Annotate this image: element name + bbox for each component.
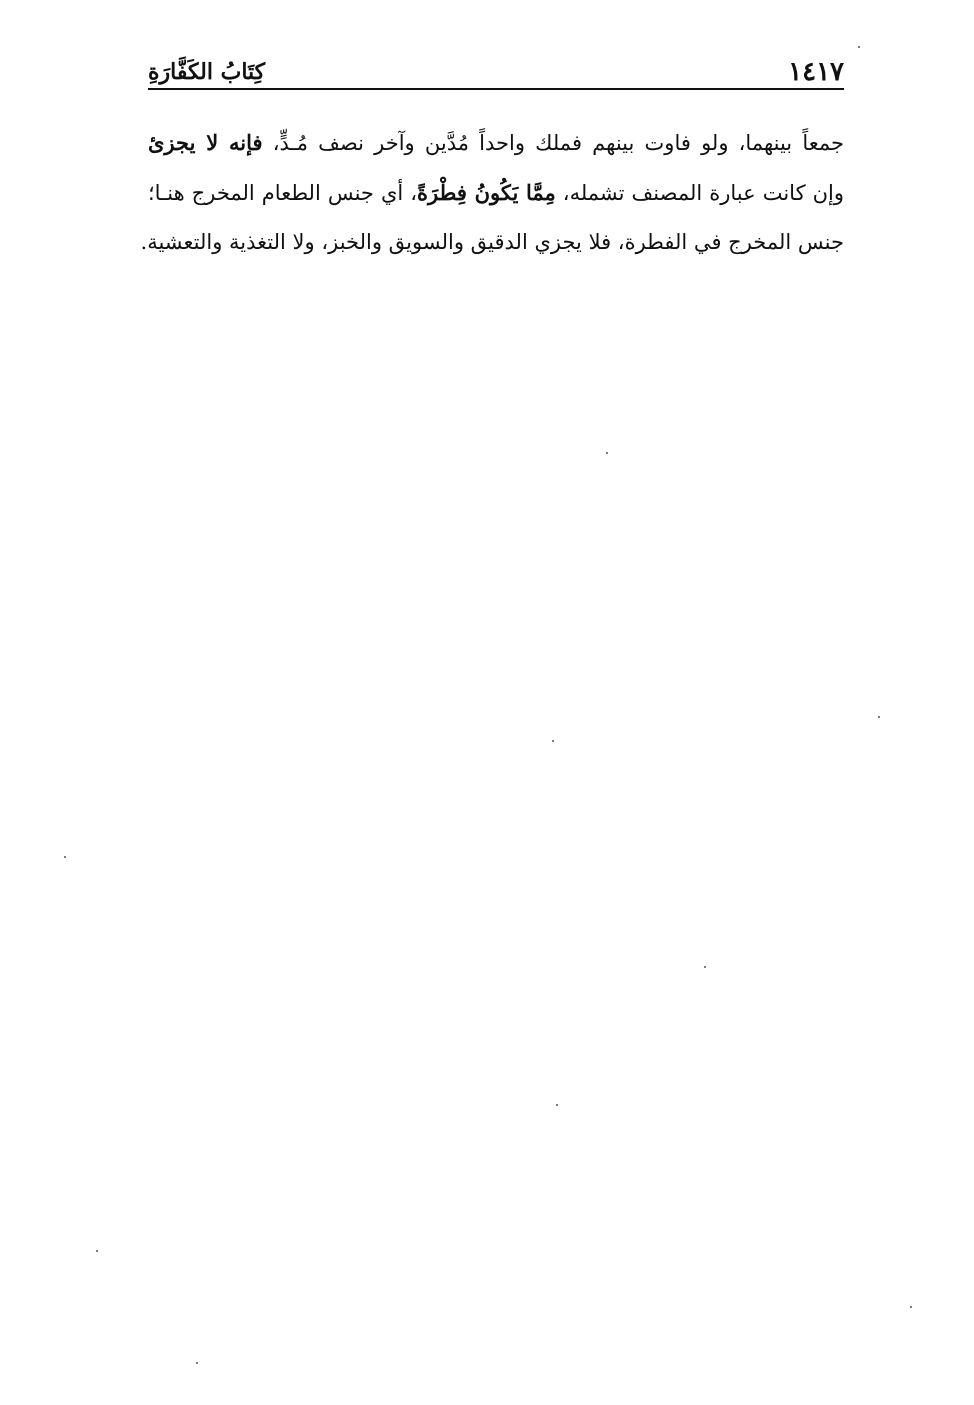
- scan-speck: [556, 1104, 558, 1106]
- scan-speck: [858, 46, 860, 48]
- text-run: جنس المخرج في الفطرة، فلا يجزي الدقيق والسويق والخبز، ولا التغذية والتعشية.: [140, 230, 844, 254]
- header-rule: [148, 88, 844, 90]
- scan-speck: [910, 1306, 912, 1308]
- emphasis-run: فإنه لا يجزئ: [148, 130, 263, 155]
- scan-speck: [704, 966, 706, 968]
- scan-speck: [878, 716, 880, 718]
- text-line-2: [148, 168, 844, 218]
- scan-speck: [96, 1250, 98, 1252]
- body-text: [140, 118, 845, 267]
- scan-speck: [64, 856, 66, 858]
- quoted-matn-text: مِمَّا يَكُونُ فِطْرَةً: [417, 180, 556, 205]
- scan-speck: [552, 740, 554, 742]
- text-line-1: [148, 118, 844, 168]
- page-header: [148, 58, 844, 98]
- text-run: ، أي جنس الطعام المخرج هنـا؛: [148, 181, 418, 205]
- scan-speck: [196, 1362, 198, 1364]
- text-line-3: [140, 218, 844, 267]
- text-run: جمعاً بينهما، ولو فاوت بينهم فملك واحداً مُدَّين وآخر نصف مُـدٍّ،: [262, 131, 844, 155]
- book-title: كِتَابُ الكَفَّارَةِ: [148, 58, 273, 86]
- scan-speck: [606, 452, 608, 454]
- page-number: ١٤١٧: [780, 58, 844, 86]
- text-run: وإن كانت عبارة المصنف تشمله،: [555, 181, 845, 205]
